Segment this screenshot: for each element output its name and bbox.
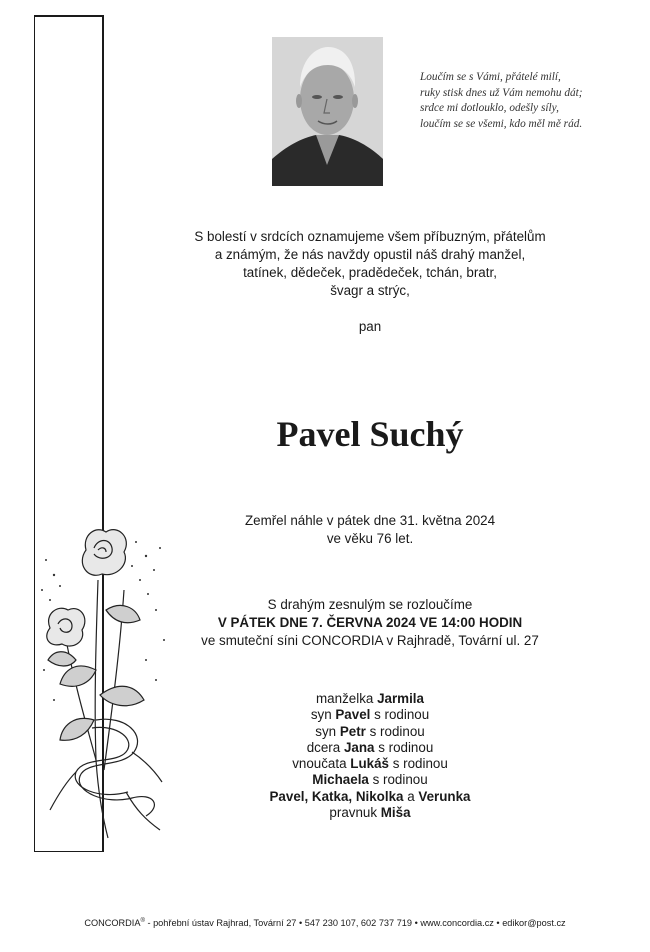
- mourner-line: [120, 756, 620, 772]
- footer-contact: - pohřební ústav Rajhrad, Tovární 27 • 547 230 107, 602 737 719 • www.concordia.cz • edikor@post.cz: [144, 918, 566, 929]
- mourner-line: [120, 789, 620, 805]
- poem-line: loučím se se všemi, kdo měl mě rád.: [420, 117, 583, 130]
- mourner-name: Miša: [380, 805, 411, 821]
- mourner-name: Michaela: [312, 772, 369, 788]
- announcement-line: tatínek, dědeček, pradědeček, tchán, bratr,: [243, 265, 497, 280]
- mourner-name: Verunka: [418, 788, 471, 804]
- mourner-suffix: s rodinou: [388, 756, 448, 772]
- mourner-name: Lukáš: [350, 756, 389, 772]
- poem-line: ruky stisk dnes už Vám nemohu dát;: [420, 86, 583, 99]
- mourner-suffix: s rodinou: [368, 772, 428, 788]
- mourner-name: Jarmila: [377, 691, 424, 706]
- farewell-date-time: V PÁTEK DNE 7. ČERVNA 2024 VE 14:00 HODIN: [217, 615, 523, 630]
- mourner-line: [120, 740, 620, 756]
- announcement-line: švagr a strýc,: [330, 283, 410, 298]
- mourner-relation: dcera: [306, 739, 344, 755]
- mourner-line: [120, 724, 620, 740]
- announcement-text: [120, 228, 620, 300]
- mourner-relation: vnoučata: [292, 756, 351, 772]
- mourner-relation: syn: [310, 707, 336, 723]
- death-age: ve věku 76 let.: [326, 531, 414, 546]
- mourners-list: [120, 691, 620, 821]
- mourner-line: [120, 707, 620, 723]
- frame-bottom-line: [34, 851, 104, 852]
- announcement-line: S bolestí v srdcích oznamujeme všem příbuzným, přátelům: [194, 229, 546, 244]
- poem-line: srdce mi dotlouklo, odešly síly,: [420, 102, 559, 114]
- mourner-name: Pavel, Katka, Nikolka: [269, 788, 404, 804]
- mourner-name: Petr: [339, 723, 366, 739]
- poem: [420, 70, 625, 132]
- mourner-line: [120, 691, 620, 707]
- death-info: [120, 512, 620, 548]
- farewell-info: [120, 596, 620, 650]
- frame-left-line: [34, 15, 35, 852]
- honorific: pan: [358, 319, 382, 334]
- footer-brand: CONCORDIA: [84, 918, 141, 929]
- farewell-intro: S drahým zesnulým se rozloučíme: [267, 597, 473, 612]
- mourner-line: [120, 772, 620, 788]
- announcement-line: a známým, že nás navždy opustil náš drahý manžel,: [214, 247, 526, 262]
- portrait-photo: [272, 37, 383, 186]
- registered-mark: ®: [140, 918, 145, 924]
- mourner-name: Pavel: [335, 707, 371, 723]
- mourner-name: Jana: [343, 739, 375, 755]
- portrait-image: [272, 37, 383, 186]
- death-date: Zemřel náhle v pátek dne 31. května 2024: [244, 513, 496, 528]
- mourner-relation: manželka: [316, 691, 378, 706]
- mourner-suffix: s rodinou: [365, 723, 425, 739]
- deceased-name: Pavel Suchý: [276, 414, 464, 454]
- mourner-relation: pravnuk: [329, 805, 381, 821]
- footer: [0, 918, 650, 928]
- poem-line: Loučím se s Vámi, přátelé milí,: [420, 71, 561, 83]
- mourner-line: [120, 805, 620, 821]
- mourner-suffix: s rodinou: [374, 739, 434, 755]
- mourner-suffix: s rodinou: [370, 707, 430, 723]
- mourner-relation: syn: [315, 723, 340, 739]
- frame-top-line: [34, 15, 104, 17]
- farewell-location: ve smuteční síni CONCORDIA v Rajhradě, Tovární ul. 27: [201, 633, 539, 648]
- mourner-conjunction: a: [403, 788, 419, 804]
